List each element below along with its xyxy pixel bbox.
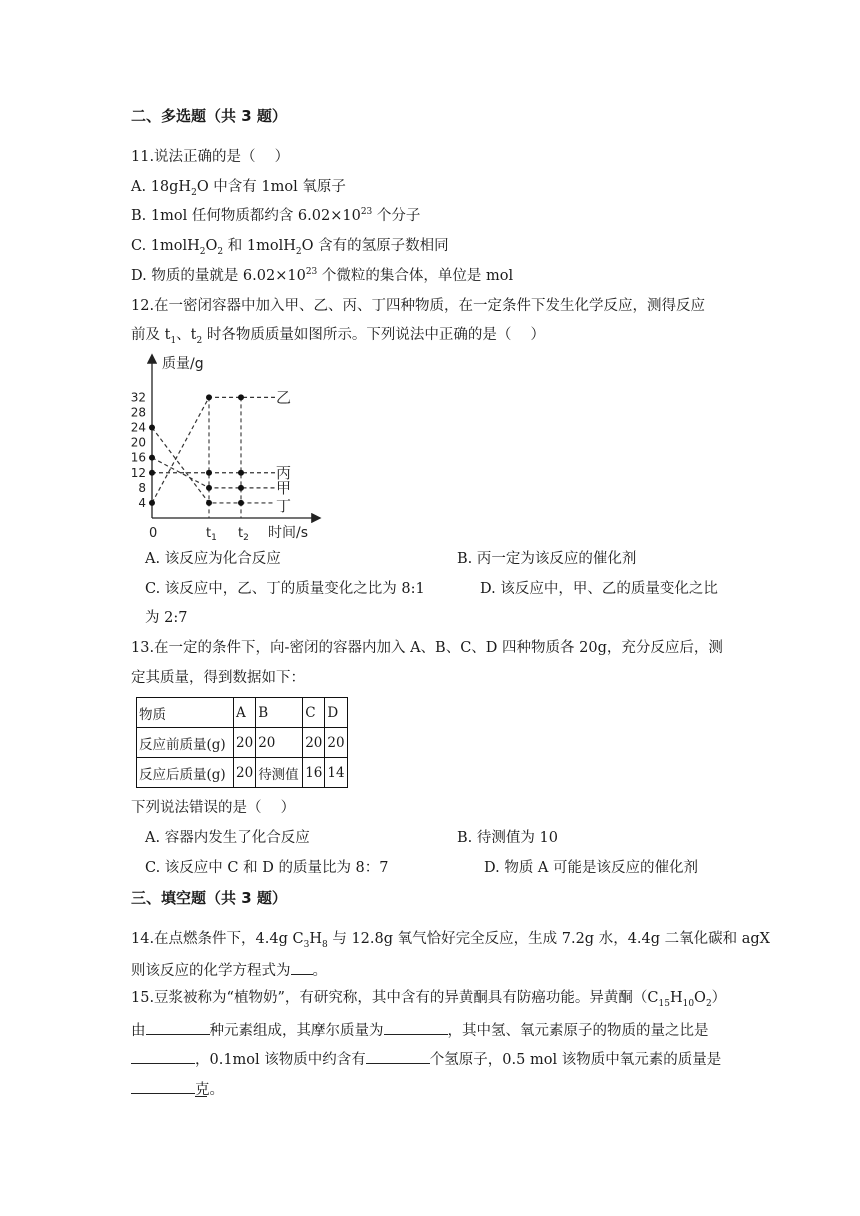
answer-blank-end: 克。 (195, 1082, 224, 1098)
question-14-line1: 14.在点燃条件下，4.4g $C_3H_8$ 与 12.8g 氧气恰好完全反应，生成 7.2g 水，4.4g 二氧化碳和 agX (131, 931, 770, 950)
y-tick-label: 4 (138, 495, 146, 510)
y-tick-label: 24 (130, 420, 146, 435)
data-point (149, 470, 155, 476)
table-header-cell: D (325, 698, 347, 728)
series-line-丁 (152, 428, 275, 503)
question-15-line3: ，0.1mol 该物质中约含有 个氢原子，0.5 mol 该物质中氧元素的质量是 (131, 1047, 721, 1070)
series-line-甲 (152, 458, 275, 488)
question-12-option-b: B. 丙一定为该反应的催化剂 (457, 551, 637, 567)
answer-blank[interactable] (291, 958, 313, 975)
y-tick-label: 28 (130, 405, 146, 420)
question-12-option-d: D. 该反应中，甲、乙的质量变化之比 (480, 581, 718, 597)
question-12-option-a: A. 该反应为化合反应 (145, 551, 281, 567)
table-header-cell: B (256, 698, 303, 728)
y-tick-label: 32 (130, 390, 146, 405)
question-11-option-b: B. 1mol 任何物质都约含 $6.02\times 10^{23}$ 个分子 (131, 207, 421, 224)
question-13-stem-line1: 13.在一定的条件下，向-密闭的容器内加入 A、B、C、D 四种物质各 20g，充分反应后，测 (131, 640, 723, 656)
series-label: 甲 (276, 478, 292, 497)
question-12-option-c: C. 该反应中，乙、丁的质量变化之比为 8:1 (145, 581, 425, 597)
question-13-stem-line2: 定其质量，得到数据如下： (131, 670, 305, 686)
data-point (238, 500, 244, 506)
y-tick-label: 20 (130, 435, 146, 450)
data-point (238, 470, 244, 476)
table-row (137, 758, 348, 788)
question-13-option-b: B. 待测值为 10 (457, 830, 558, 846)
question-15-line1: 15.豆浆被称为“植物奶”，有研究称，其中含有的异黄酮具有防癌功能。异黄酮$(C_{15}H_{10}O_2)$ (131, 990, 727, 1009)
series-label: 丁 (276, 496, 292, 515)
data-point (149, 455, 155, 461)
question-13-option-c: C. 该反应中 C 和 D 的质量比为 8：7 (145, 860, 389, 876)
question-11-option-d: D. 物质的量就是 $6.02\times 10^{23}$ 个微粒的集合体，单位是 mol (131, 267, 514, 284)
question-13-data-table (136, 697, 348, 788)
question-11-option-a: A. $18gH_2O$ 中含有 1mol 氧原子 (131, 179, 346, 198)
data-point (206, 470, 212, 476)
table-header-cell: C (303, 698, 325, 728)
table-cell: 反应后质量(g) (137, 758, 234, 788)
data-point (238, 394, 244, 400)
data-point (206, 485, 212, 491)
data-point (149, 425, 155, 431)
question-14-line2: 则该反应的化学方程式为 。 (131, 958, 327, 981)
question-12-option-d-continued: 为 2:7 (145, 610, 188, 626)
answer-blank[interactable] (366, 1047, 430, 1064)
question-15-line2: 由 种元素组成，其摩尔质量为 ，其中氢、氧元素原子的物质的量之比是 (131, 1018, 709, 1041)
question-13-prompt: 下列说法错误的是（ ） (131, 800, 296, 816)
data-point (238, 485, 244, 491)
y-axis-label: 质量/g (162, 356, 204, 372)
y-tick-label: 16 (130, 450, 146, 465)
y-tick-label: 12 (130, 465, 146, 480)
answer-blank[interactable] (131, 1077, 195, 1094)
question-15-line4 (131, 1077, 224, 1100)
data-point (149, 500, 155, 506)
table-row (137, 728, 348, 758)
series-label: 丙 (276, 463, 292, 482)
table-cell: 14 (325, 758, 347, 788)
answer-blank[interactable] (146, 1018, 210, 1035)
mass-time-chart (125, 346, 330, 543)
answer-blank[interactable] (384, 1018, 448, 1035)
question-11-stem: 11.说法正确的是（ ） (131, 149, 290, 165)
table-header-cell: 物质 (137, 698, 234, 728)
y-tick-label: 8 (138, 480, 146, 495)
table-cell: 16 (303, 758, 325, 788)
series-label: 乙 (276, 388, 292, 407)
table-header-row (137, 698, 348, 728)
section-title-fill-in: 三、填空题（共 3 题） (131, 889, 287, 907)
question-12-stem-line2: 前及 $t_1$、$t_2$ 时各物质质量如图所示。下列说法中正确的是（ ） (131, 327, 545, 346)
series-line-乙 (152, 397, 275, 503)
data-point (206, 500, 212, 506)
table-cell: 20 (234, 728, 256, 758)
table-cell: 待测值 (256, 758, 303, 788)
table-cell: 20 (256, 728, 303, 758)
table-cell: 反应前质量(g) (137, 728, 234, 758)
question-11-option-c: C. $1molH_2O_2$ 和 1molH$_2$O 含有的氢原子数相同 (131, 238, 449, 257)
question-13-option-d: D. 物质 A 可能是该反应的催化剂 (484, 860, 699, 876)
answer-blank[interactable] (131, 1047, 195, 1064)
table-cell: 20 (234, 758, 256, 788)
table-cell: 20 (325, 728, 347, 758)
question-13-option-a: A. 容器内发生了化合反应 (145, 830, 310, 846)
x-axis-label: 时间/s (268, 525, 309, 541)
question-12-stem-line1: 12.在一密闭容器中加入甲、乙、丙、丁四种物质，在一定条件下发生化学反应，测得反应 (131, 298, 706, 314)
table-cell: 20 (303, 728, 325, 758)
x-tick-label: $t_1$ (206, 526, 217, 543)
x-tick-label: $t_2$ (238, 526, 249, 543)
section-title-multiple-choice: 二、多选题（共 3 题） (131, 107, 287, 125)
table-header-cell: A (234, 698, 256, 728)
data-point (206, 394, 212, 400)
x-tick-label: 0 (149, 526, 158, 541)
